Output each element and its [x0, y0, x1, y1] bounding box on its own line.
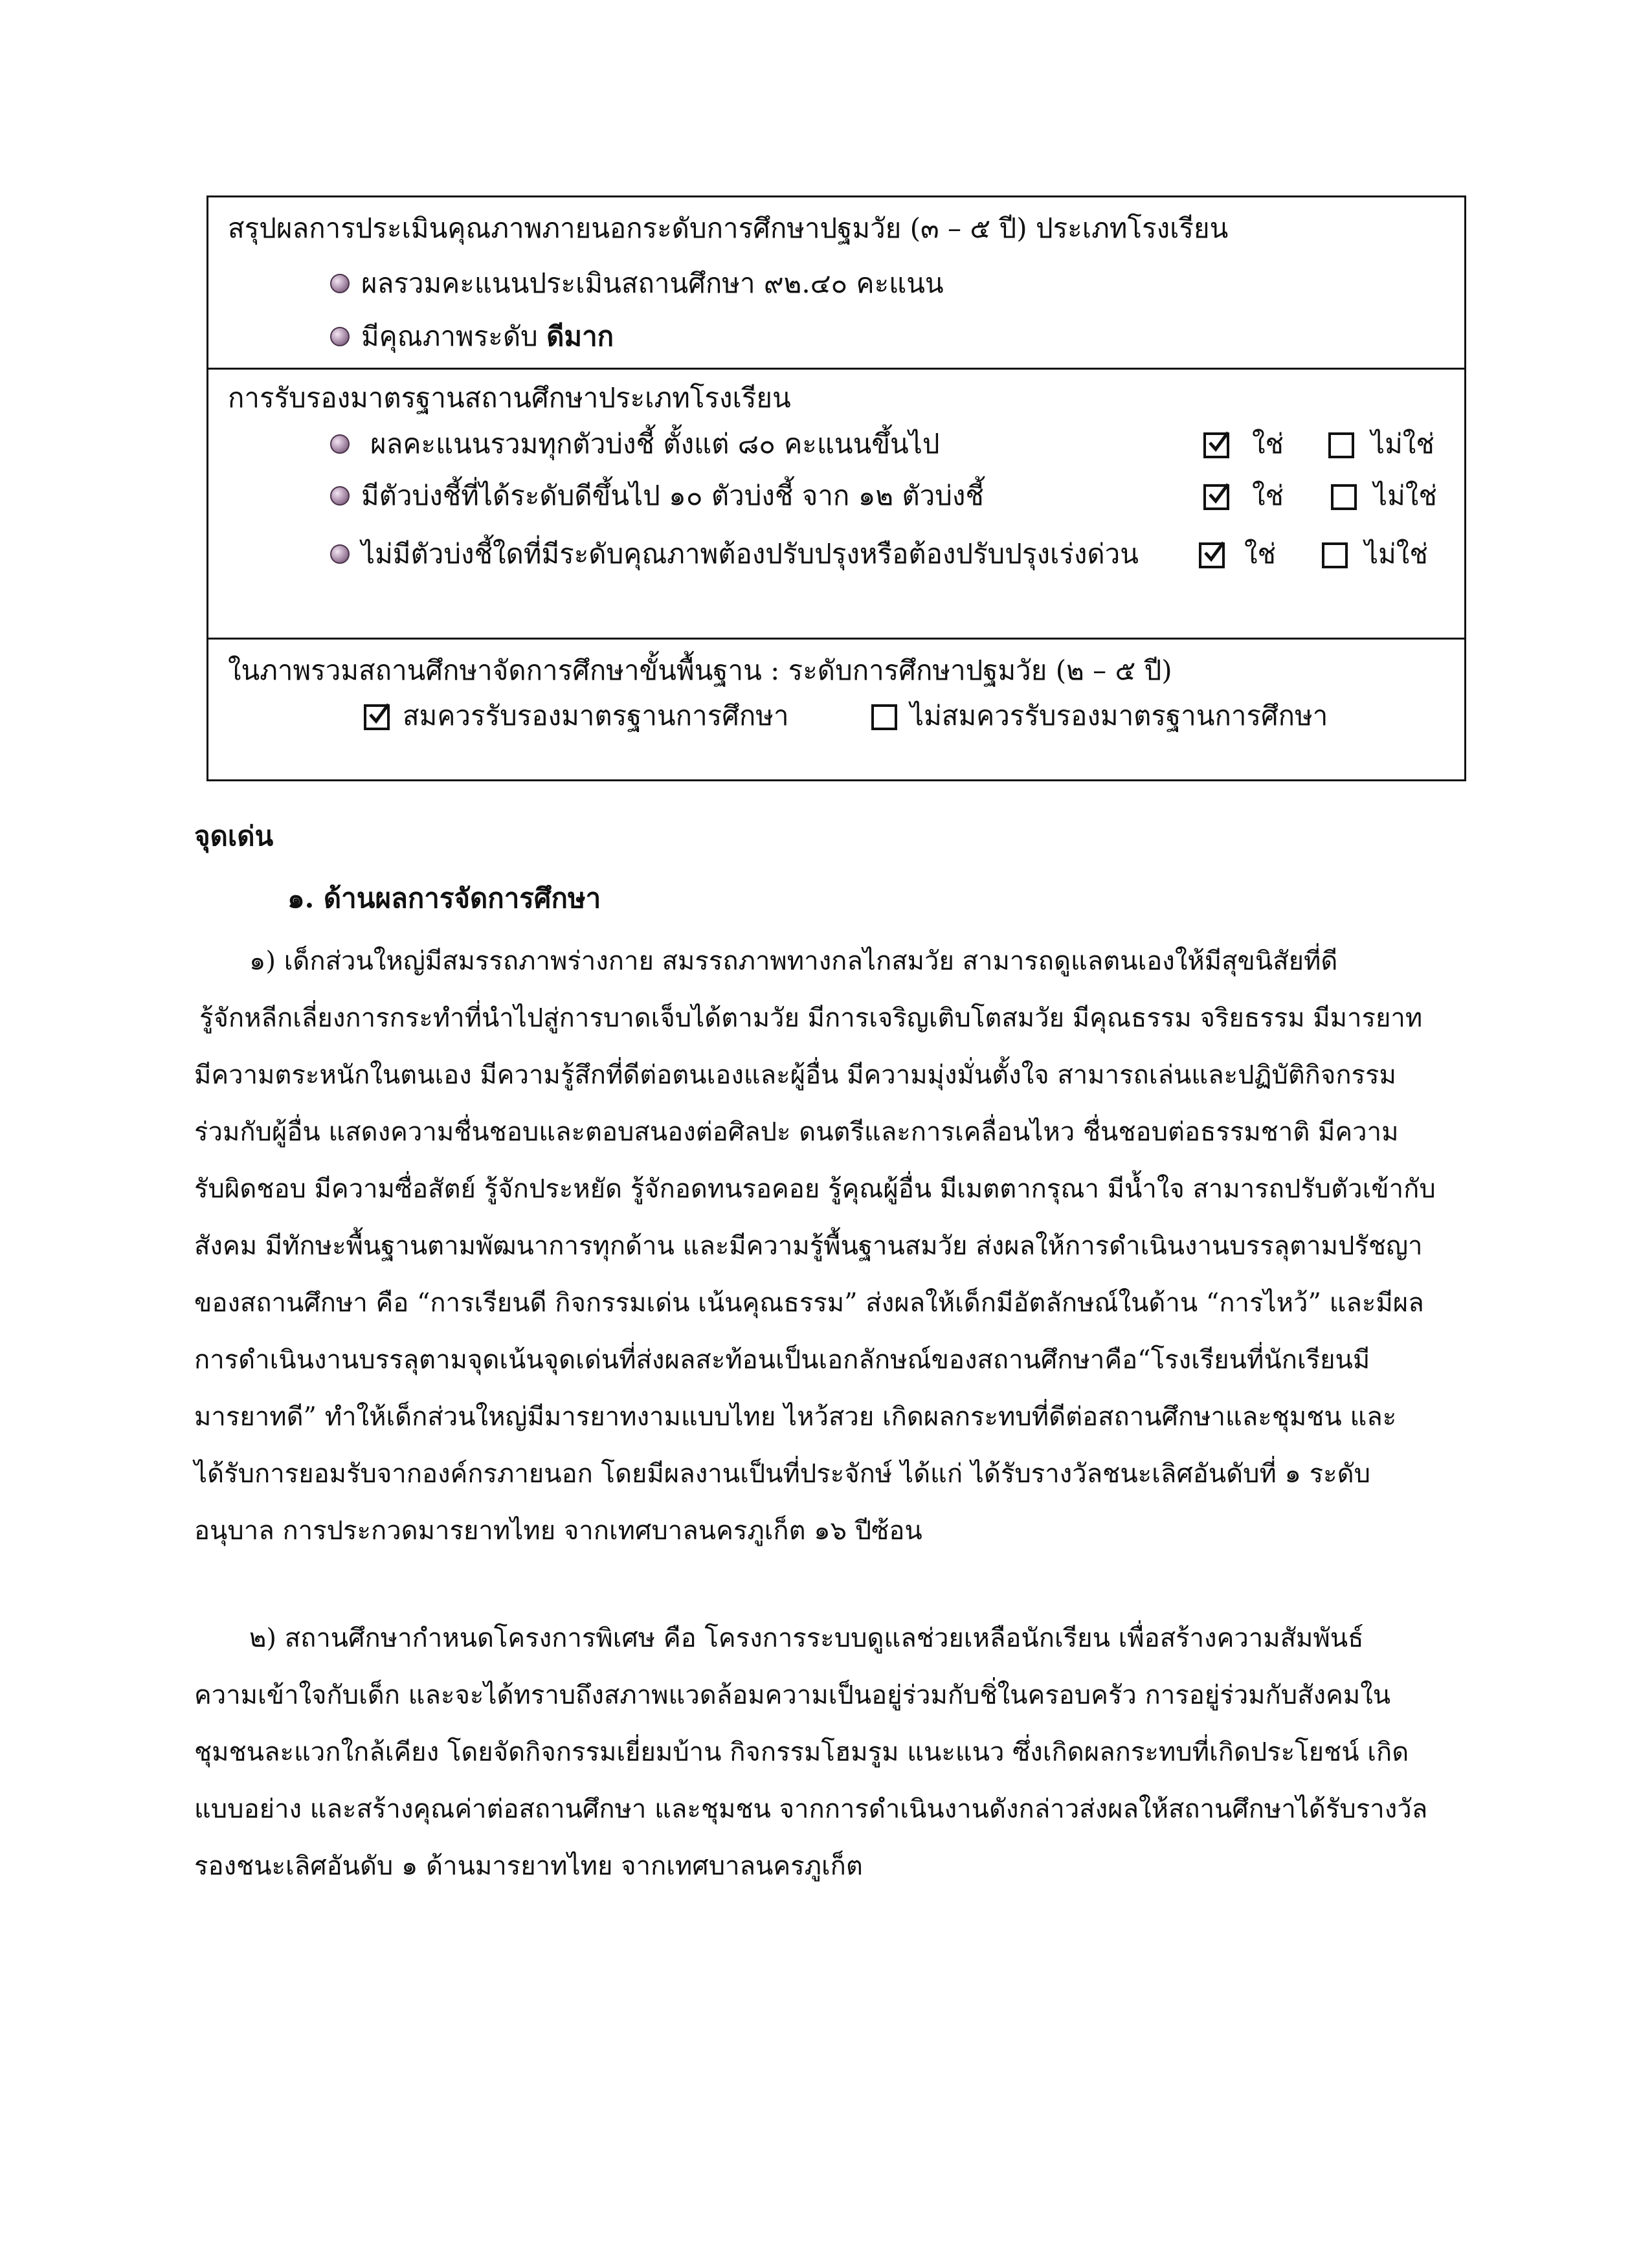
paragraph-line: ชุมชนละแวกใกล้เคียง โดยจัดกิจกรรมเยี่ยมบ้าน กิจกรรมโฮมรูม แนะแนว ซึ่งเกิดผลกระทบที่เกิดประโยชน์ เกิด	[194, 1737, 1409, 1767]
bullet-icon	[330, 274, 350, 293]
not-certified-label: ไม่สมควรรับรองมาตรฐานการศึกษา	[910, 700, 1328, 731]
bullet-icon	[330, 486, 350, 506]
checkmark-icon	[1207, 483, 1233, 509]
bullet-icon	[330, 434, 350, 454]
no-checkbox[interactable]	[1331, 484, 1357, 510]
paragraph-line: การดำเนินงานบรรลุตามจุดเน้นจุดเด่นที่ส่งผลสะท้อนเป็นเอกลักษณ์ของสถานศึกษาคือ“โรงเรียนที่นักเรียนมี	[194, 1345, 1370, 1375]
no-label: ไม่ใช่	[1371, 428, 1434, 460]
no-checkbox[interactable]	[1322, 542, 1348, 568]
paragraph-line: สังคม มีทักษะพื้นฐานตามพัฒนาการทุกด้าน และมีความรู้พื้นฐานสมวัย ส่งผลให้การดำเนินงานบรรลุตามปรัชญา	[194, 1231, 1423, 1261]
bullet-icon	[330, 544, 350, 564]
paragraph-line: แบบอย่าง และสร้างคุณค่าต่อสถานศึกษา และชุมชน จากการดำเนินงานดังกล่าวส่งผลให้สถานศึกษาได้รับรางวัล	[194, 1794, 1428, 1824]
checkmark-icon	[1207, 431, 1233, 457]
yes-checkbox[interactable]	[1203, 432, 1229, 458]
criterion-text: มีตัวบ่งชี้ที่ได้ระดับดีขึ้นไป ๑๐ ตัวบ่งชี้ จาก ๑๒ ตัวบ่งชี้	[361, 480, 984, 511]
no-label: ไม่ใช่	[1365, 538, 1428, 570]
certified-label: สมควรรับรองมาตรฐานการศึกษา	[403, 700, 789, 731]
assessment-table	[206, 195, 1466, 781]
no-label: ไม่ใช่	[1374, 480, 1437, 511]
certified-checkbox[interactable]	[364, 704, 390, 730]
quality-prefix: มีคุณภาพระดับ	[361, 320, 538, 352]
bullet-icon	[330, 327, 350, 346]
paragraph-line: รองชนะเลิศอันดับ ๑ ด้านมารยาทไทย จากเทศบาลนครภูเก็ต	[194, 1851, 863, 1881]
summary-section	[208, 197, 1464, 370]
overall-title: ในภาพรวมสถานศึกษาจัดการศึกษาขั้นพื้นฐาน : ระดับการศึกษาปฐมวัย (๒ – ๕ ปี)	[228, 654, 1172, 686]
paragraph-line: ร่วมกับผู้อื่น แสดงความชื่นชอบและตอบสนองต่อศิลปะ ดนตรีและการเคลื่อนไหว ชื่นชอบต่อธรรมชาติ มีความ	[194, 1117, 1399, 1147]
yes-checkbox[interactable]	[1203, 484, 1229, 510]
checkmark-icon	[368, 703, 394, 729]
highlights-subheading: ๑. ด้านผลการจัดการศึกษา	[287, 882, 601, 914]
paragraph-line: มารยาทดี” ทำให้เด็กส่วนใหญ่มีมารยาทงามแบบไทย ไหว้สวย เกิดผลกระทบที่ดีต่อสถานศึกษาและชุมชน และ	[194, 1402, 1397, 1432]
yes-label: ใช่	[1252, 480, 1284, 511]
yes-label: ใช่	[1252, 428, 1284, 460]
paragraph-line: รู้จักหลีกเลี่ยงการกระทำที่นำไปสู่การบาดเจ็บได้ตามวัย มีการเจริญเติบโตสมวัย มีคุณธรรม จริยธรรม มีมารยาท	[199, 1003, 1423, 1033]
certification-section	[208, 370, 1464, 640]
paragraph-line: ๑) เด็กส่วนใหญ่มีสมรรถภาพร่างกาย สมรรถภาพทางกลไกสมวัย สามารถดูแลตนเองให้มีสุขนิสัยที่ดี	[249, 946, 1338, 976]
quality-value: ดีมาก	[546, 320, 614, 352]
paragraph-line: รับผิดชอบ มีความซื่อสัตย์ รู้จักประหยัด รู้จักอดทนรอคอย รู้คุณผู้อื่น มีเมตตากรุณา มีน้ำใจ สามารถปรับตัวเข้ากับ	[194, 1174, 1436, 1204]
no-checkbox[interactable]	[1328, 432, 1354, 458]
paragraph-line: อนุบาล การประกวดมารยาทไทย จากเทศบาลนครภูเก็ต ๑๖ ปีซ้อน	[194, 1516, 922, 1546]
paragraph-line: ของสถานศึกษา คือ “การเรียนดี กิจกรรมเด่น เน้นคุณธรรม” ส่งผลให้เด็กมีอัตลักษณ์ในด้าน “การไหว้” และมีผล	[194, 1288, 1424, 1318]
checkmark-icon	[1203, 541, 1229, 567]
paragraph-line: ความเข้าใจกับเด็ก และจะได้ทราบถึงสภาพแวดล้อมความเป็นอยู่ร่วมกับชิ่ในครอบครัว การอยู่ร่วมกับสังคมใน	[194, 1680, 1391, 1710]
paragraph-line: ๒) สถานศึกษากำหนดโครงการพิเศษ คือ โครงการระบบดูแลช่วยเหลือนักเรียน เพื่อสร้างความสัมพันธ์	[249, 1623, 1364, 1653]
criterion-text: ผลคะแนนรวมทุกตัวบ่งชี้ ตั้งแต่ ๘๐ คะแนนขึ้นไป	[370, 428, 940, 460]
criterion-text: ไม่มีตัวบ่งชี้ใดที่มีระดับคุณภาพต้องปรับปรุงหรือต้องปรับปรุงเร่งด่วน	[361, 538, 1139, 570]
overall-section	[208, 640, 1464, 783]
highlights-heading: จุดเด่น	[194, 820, 274, 852]
paragraph-line: มีความตระหนักในตนเอง มีความรู้สึกที่ดีต่อตนเองและผู้อื่น มีความมุ่งมั่นตั้งใจ สามารถเล่นและปฏิบัติกิจกรรม	[194, 1060, 1396, 1090]
summary-title: สรุปผลการประเมินคุณภาพภายนอกระดับการศึกษาปฐมวัย (๓ – ๕ ปี) ประเภทโรงเรียน	[228, 212, 1229, 244]
score-line: ผลรวมคะแนนประเมินสถานศึกษา ๙๒.๔๐ คะแนน	[361, 267, 944, 299]
paragraph-line: ได้รับการยอมรับจากองค์กรภายนอก โดยมีผลงานเป็นที่ประจักษ์ ได้แก่ ได้รับรางวัลชนะเลิศอันดับที่ ๑ ระดับ	[194, 1459, 1370, 1489]
certification-title: การรับรองมาตรฐานสถานศึกษาประเภทโรงเรียน	[228, 382, 791, 414]
quality-line	[361, 317, 614, 356]
yes-label: ใช่	[1244, 538, 1277, 570]
yes-checkbox[interactable]	[1199, 542, 1225, 568]
not-certified-checkbox[interactable]	[871, 704, 897, 730]
